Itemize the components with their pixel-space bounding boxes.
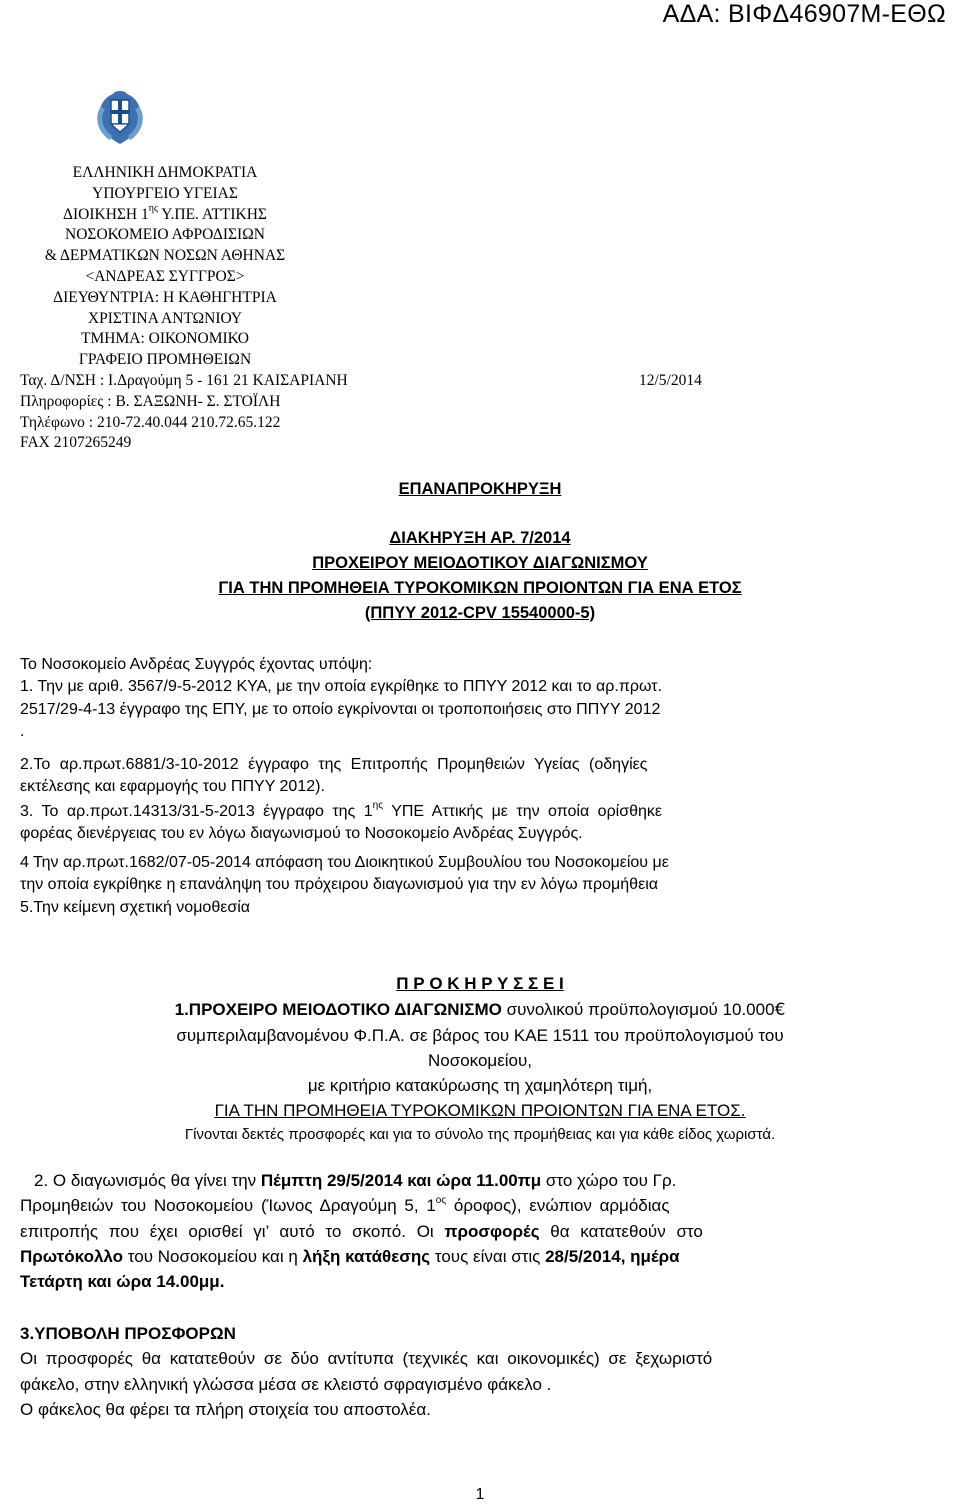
section-3-line-2: φάκελο, στην ελληνική γλώσσα μέσα σε κλειστό σφραγισμένο φάκελο .	[20, 1375, 552, 1394]
tender-type-title: ΠΡΟΧΕΙΡΟΥ ΜΕΙΟΔΟΤΙΚΟΥ ΔΙΑΓΩΝΙΣΜΟΥ	[312, 554, 648, 572]
address-line: Ταχ. Δ/ΝΣΗ : Ι.Δραγούμη 5 - 161 21 ΚΑΙΣΑΡΙΑΝΗ	[20, 372, 348, 389]
considering-item-1-cont: 2517/29-4-13 έγγραφο της ΕΠΥ, με το οποίο εγκρίνονται οι τροποποιήσεις στο ΠΠΥΥ 2012	[20, 701, 661, 718]
header-line: <ΑΝΔΡΕΑΣ ΣΥΓΓΡΟΣ>	[85, 267, 245, 285]
header-line: & ΔΕΡΜΑΤΙΚΩΝ ΝΟΣΩΝ ΑΘΗΝΑΣ	[44, 247, 286, 265]
fax-line: FAX 2107265249	[20, 434, 132, 452]
announces-line-3: Νοσοκομείου,	[427, 1051, 533, 1070]
considering-item-1: 1. Την με αριθ. 3567/9-5-2012 ΚΥΑ, με την οποία εγκρίθηκε το ΠΠΥΥ 2012 και το αρ.πρωτ.	[20, 678, 662, 695]
considering-item-2: 2.Το αρ.πρωτ.6881/3-10-2012 έγγραφο της Επιτροπής Προμηθειών Υγείας (οδηγίες	[20, 756, 648, 773]
ada-code: ΑΔΑ: ΒΙΦΔ46907Μ-ΕΘΩ	[662, 0, 946, 28]
contact-block	[20, 371, 640, 454]
header-line: ΧΡΙΣΤΙΝΑ ΑΝΤΩΝΙΟΥ	[87, 309, 243, 327]
section-2-line-2: Προμηθειών του Νοσοκομείου (Ίωνος Δραγούμη 5, $1^{o\varsigma}$ όροφος), ενώπιον αρμόδιας	[20, 1195, 670, 1215]
phone-line: Τηλέφωνο : 210-72.40.044 210.72.65.122	[20, 413, 281, 431]
announces-line-6: Γίνονται δεκτές προσφορές και για το σύνολο της προμήθειας και για κάθε είδος χωριστά.	[184, 1126, 776, 1143]
section-2-line-4: Πρωτόκολλο του Νοσοκομείου και η λήξη κατάθεσης τους είναι στις 28/5/2014, ημέρα	[20, 1247, 680, 1266]
section-3-heading: 3.ΥΠΟΒΟΛΗ ΠΡΟΣΦΟΡΩΝ	[20, 1324, 236, 1343]
section-3-line-1: Οι προσφορές θα κατατεθούν σε δύο αντίτυπα (τεχνικές και οικονομικές) σε ξεχωριστό	[20, 1349, 713, 1368]
issuer-header	[0, 163, 330, 371]
header-line: ΥΠΟΥΡΓΕΙΟ ΥΓΕΙΑΣ	[92, 184, 238, 202]
header-line: ΔΙΟΙΚΗΣΗ $1^{\eta\varsigma}$ Υ.ΠΕ. ΑΤΤΙΚΗΣ	[63, 202, 267, 223]
considering-item-3: 3. Το αρ.πρωτ.14313/31-5-2013 έγγραφο της $1^{\eta\varsigma}$ ΥΠΕ Αττικής με την οποία ορίσθηκε	[20, 800, 663, 820]
greek-emblem-logo	[93, 86, 147, 146]
section-2-line-1: 2. Ο διαγωνισμός θα γίνει την Πέμπτη 29/5/2014 και ώρα 11.00πμ στο χώρο του Γρ.	[34, 1171, 677, 1190]
announces-line-2: συμπεριλαμβανομένου Φ.Π.Α. σε βάρος του ΚΑΕ 1511 του προϋπολογισμού του	[176, 1026, 784, 1045]
considering-item-4: 4 Την αρ.πρωτ.1682/07-05-2014 απόφαση του Διοικητικού Συμβουλίου του Νοσοκομείου με	[20, 854, 669, 871]
document-date: 12/5/2014	[639, 372, 702, 389]
header-line: ΝΟΣΟΚΟΜΕΙΟ ΑΦΡΟΔΙΣΙΩΝ	[65, 226, 265, 244]
announces-line-5: ΓΙΑ ΤΗΝ ΠΡΟΜΗΘΕΙΑ ΤΥΡΟΚΟΜΙΚΩΝ ΠΡΟΙΟΝΤΩΝ ΓΙΑ ΕΝΑ ΕΤΟΣ.	[214, 1101, 746, 1120]
page-number: 1	[475, 1486, 485, 1503]
header-line: ΓΡΑΦΕΙΟ ΠΡΟΜΗΘΕΙΩΝ	[78, 351, 252, 369]
considering-item-2-cont: εκτέλεσης και εφαρμογής του ΠΠΥΥ 2012).	[20, 778, 325, 795]
announces-line-4: με κριτήριο κατακύρωσης τη χαμηλότερη τιμή,	[307, 1076, 653, 1095]
announces-heading: Π Ρ Ο Κ Η Ρ Υ Σ Σ Ε Ι	[396, 974, 564, 993]
section-3-line-3: Ο φάκελος θα φέρει τα πλήρη στοιχεία του αποστολέα.	[20, 1400, 431, 1419]
section-2-line-3: επιτροπής που έχει ορισθεί γι’ αυτό το σκοπό. Οι προσφορές θα κατατεθούν στο	[20, 1222, 703, 1241]
header-line: ΕΛΛΗΝΙΚΗ ΔΗΜΟΚΡΑΤΙΑ	[72, 164, 258, 181]
considering-item-1-end: .	[20, 723, 25, 740]
header-line: ΤΜΗΜΑ: ΟΙΚΟΝΟΜΙΚΟ	[81, 330, 249, 348]
considering-item-3-cont: φορέας διενέργειας του εν λόγω διαγωνισμού το Νοσοκομείο Ανδρέας Συγγρός.	[20, 825, 583, 842]
considering-item-4-cont: την οποία εγκρίθηκε η επανάληψη του πρόχειρου διαγωνισμού για την εν λόγω προμήθεια	[20, 876, 658, 893]
considering-intro: Το Νοσοκομείο Ανδρέας Συγγρός έχοντας υπόψη:	[20, 656, 373, 673]
considering-item-5: 5.Την κείμενη σχετική νομοθεσία	[20, 899, 251, 916]
announces-line-1: 1.ΠΡΟΧΕΙΡΟ ΜΕΙΟΔΟΤΙΚΟ ΔΙΑΓΩΝΙΣΜΟ συνολικού προϋπολογισμού 10.000€	[174, 1000, 786, 1020]
notice-number-title: ΔΙΑΚΗΡΥΞΗ ΑΡ. 7/2014	[389, 529, 571, 547]
tender-subject-title: ΓΙΑ ΤΗΝ ΠΡΟΜΗΘΕΙΑ ΤΥΡΟΚΟΜΙΚΩΝ ΠΡΟΙΟΝΤΩΝ ΓΙΑ ΕΝΑ ΕΤΟΣ	[218, 579, 742, 597]
reannouncement-title: ΕΠΑΝΑΠΡΟΚΗΡΥΞΗ	[398, 480, 562, 498]
info-line: Πληροφορίες : Β. ΣΑΞΩΝΗ- Σ. ΣΤΟΪΛΗ	[20, 392, 281, 410]
cpv-title: (ΠΠΥΥ 2012-CPV 15540000-5)	[364, 604, 596, 622]
header-line: ΔΙΕΥΘΥΝΤΡΙΑ: Η ΚΑΘΗΓΗΤΡΙΑ	[53, 288, 277, 306]
section-2-line-5: Τετάρτη και ώρα 14.00μμ.	[20, 1272, 225, 1291]
